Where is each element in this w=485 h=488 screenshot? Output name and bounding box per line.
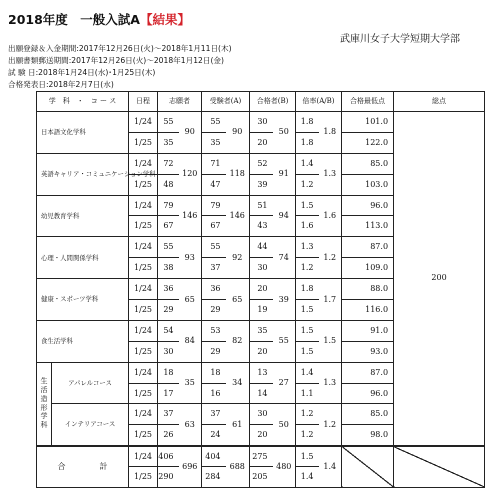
applicants-total: 63 [179, 404, 202, 446]
examinees-value: 79 [202, 195, 226, 216]
passers-value: 205 [250, 467, 273, 488]
min-score-value: 109.0 [342, 258, 394, 279]
ratio-value: 1.1 [296, 383, 319, 404]
examinees-value: 24 [202, 425, 226, 446]
applicants-value: 72 [158, 153, 179, 174]
ratio-value: 1.4 [296, 467, 319, 488]
examinees-total: 65 [226, 279, 250, 321]
applicants-total: 146 [179, 195, 202, 237]
exam-date: 1/24 [129, 320, 158, 341]
exam-date: 1/25 [129, 300, 158, 321]
exam-date: 1/24 [129, 153, 158, 174]
passers-value: 20 [250, 279, 273, 300]
examinees-value: 35 [202, 132, 226, 153]
applicants-value: 38 [158, 258, 179, 279]
ratio-total: 1.2 [319, 237, 342, 279]
passers-value: 30 [250, 404, 273, 425]
applicants-value: 26 [158, 425, 179, 446]
results-table [36, 91, 485, 488]
ratio-value: 1.8 [296, 279, 319, 300]
info-application-period: 出願登録＆入金期間:2017年12月26日(火)～2018年1月11日(木) [8, 44, 232, 53]
min-score-value: 116.0 [342, 300, 394, 321]
applicants-value: 55 [158, 237, 179, 258]
ratio-value: 1.5 [296, 195, 319, 216]
examinees-value: 29 [202, 300, 226, 321]
passers-total: 50 [273, 112, 296, 154]
applicants-value: 48 [158, 174, 179, 195]
min-score-value: 93.0 [342, 341, 394, 362]
department-name: 幼児教育学科 [37, 195, 129, 237]
examinees-total: 146 [226, 195, 250, 237]
min-score-value: 91.0 [342, 320, 394, 341]
examinees-total: 61 [226, 404, 250, 446]
applicants-value: 67 [158, 216, 179, 237]
applicants-value: 18 [158, 362, 179, 383]
min-score-value: 98.0 [342, 425, 394, 446]
passers-value: 35 [250, 320, 273, 341]
passers-total: 27 [273, 362, 296, 404]
table-header-row [37, 92, 485, 112]
applicants-value: 79 [158, 195, 179, 216]
group-label: 生活造形学科 [37, 362, 52, 446]
department-name: 心理・人間関係学科 [37, 237, 129, 279]
min-score-value: 103.0 [342, 174, 394, 195]
applicants-total: 696 [179, 446, 202, 488]
page-title [8, 10, 190, 28]
examinees-value: 55 [202, 237, 226, 258]
header-min-score: 合格最低点 [342, 92, 394, 112]
exam-date: 1/25 [129, 132, 158, 153]
min-score-value: 87.0 [342, 237, 394, 258]
examinees-value: 71 [202, 153, 226, 174]
applicants-value: 290 [158, 467, 179, 488]
applicants-value: 17 [158, 383, 179, 404]
examinees-value: 284 [202, 467, 226, 488]
passers-total: 39 [273, 279, 296, 321]
info-announcement-date: 合格発表日:2018年2月7日(水) [8, 80, 114, 89]
total-label [37, 446, 129, 488]
min-score-value: 96.0 [342, 383, 394, 404]
exam-date: 1/24 [129, 112, 158, 133]
department-name: 健康・スポーツ学科 [37, 279, 129, 321]
passers-value: 43 [250, 216, 273, 237]
exam-date: 1/25 [129, 425, 158, 446]
min-score-empty [342, 446, 394, 488]
header-department: 学 科 ・ コ ー ス [37, 92, 129, 112]
exam-date: 1/24 [129, 404, 158, 425]
examinees-value: 55 [202, 112, 226, 133]
passers-total: 55 [273, 320, 296, 362]
ratio-total: 1.3 [319, 153, 342, 195]
total-score-empty [394, 446, 485, 488]
ratio-value: 1.4 [296, 362, 319, 383]
ratio-value: 1.4 [296, 153, 319, 174]
ratio-total: 1.6 [319, 195, 342, 237]
applicants-value: 30 [158, 341, 179, 362]
total-score-value: 200 [394, 112, 485, 446]
passers-value: 19 [250, 300, 273, 321]
header-passers: 合格者(B) [250, 92, 296, 112]
ratio-total: 1.2 [319, 404, 342, 446]
examinees-value: 37 [202, 258, 226, 279]
ratio-value: 1.5 [296, 446, 319, 467]
examinees-total: 118 [226, 153, 250, 195]
examinees-value: 67 [202, 216, 226, 237]
ratio-total: 1.7 [319, 279, 342, 321]
applicants-total: 35 [179, 362, 202, 404]
total-label-b: 計 [99, 462, 108, 471]
examinees-value: 47 [202, 174, 226, 195]
header-applicants: 志願者 [158, 92, 202, 112]
course-name: アパレルコース [52, 362, 129, 404]
department-name: 日本語文化学科 [37, 112, 129, 154]
ratio-value: 1.5 [296, 320, 319, 341]
ratio-value: 1.2 [296, 174, 319, 195]
exam-date: 1/24 [129, 195, 158, 216]
examinees-value: 29 [202, 341, 226, 362]
ratio-value: 1.8 [296, 132, 319, 153]
exam-date: 1/24 [129, 446, 158, 467]
applicants-value: 54 [158, 320, 179, 341]
passers-value: 51 [250, 195, 273, 216]
department-name: 食生活学科 [37, 320, 129, 362]
examinees-value: 36 [202, 279, 226, 300]
passers-value: 20 [250, 341, 273, 362]
exam-date: 1/24 [129, 237, 158, 258]
ratio-value: 1.6 [296, 216, 319, 237]
exam-date: 1/25 [129, 467, 158, 488]
applicants-value: 35 [158, 132, 179, 153]
header-date: 日程 [129, 92, 158, 112]
table-row [37, 112, 485, 133]
passers-value: 13 [250, 362, 273, 383]
passers-value: 44 [250, 237, 273, 258]
passers-value: 30 [250, 258, 273, 279]
title-main: 2018年度 一般入試A [8, 12, 140, 27]
ratio-total: 1.8 [319, 112, 342, 154]
min-score-value: 85.0 [342, 153, 394, 174]
min-score-value: 88.0 [342, 279, 394, 300]
info-exam-date: 試 験 日:2018年1月24日(水)･1月25日(木) [8, 68, 156, 77]
passers-value: 39 [250, 174, 273, 195]
ratio-total: 1.5 [319, 320, 342, 362]
header-total-score: 総点 [394, 92, 485, 112]
exam-date: 1/25 [129, 383, 158, 404]
passers-value: 20 [250, 132, 273, 153]
total-row [37, 446, 485, 467]
applicants-value: 37 [158, 404, 179, 425]
examinees-value: 53 [202, 320, 226, 341]
passers-value: 20 [250, 425, 273, 446]
passers-total: 94 [273, 195, 296, 237]
exam-date: 1/25 [129, 216, 158, 237]
applicants-total: 90 [179, 112, 202, 154]
ratio-value: 1.8 [296, 112, 319, 133]
exam-date: 1/25 [129, 258, 158, 279]
ratio-total: 1.4 [319, 446, 342, 488]
exam-date: 1/24 [129, 279, 158, 300]
applicants-value: 406 [158, 446, 179, 467]
applicants-value: 55 [158, 112, 179, 133]
ratio-value: 1.5 [296, 300, 319, 321]
applicants-total: 65 [179, 279, 202, 321]
applicants-total: 84 [179, 320, 202, 362]
examinees-value: 18 [202, 362, 226, 383]
applicants-value: 29 [158, 300, 179, 321]
header-examinees: 受験者(A) [202, 92, 250, 112]
ratio-value: 1.2 [296, 425, 319, 446]
exam-date: 1/25 [129, 174, 158, 195]
info-document-period: 出願書類郵送期間:2017年12月26日(火)～2018年1月12日(金) [8, 56, 224, 65]
min-score-value: 122.0 [342, 132, 394, 153]
examinees-total: 34 [226, 362, 250, 404]
examinees-total: 82 [226, 320, 250, 362]
university-name: 武庫川女子大学短期大学部 [340, 34, 460, 45]
ratio-value: 1.3 [296, 237, 319, 258]
applicants-value: 36 [158, 279, 179, 300]
min-score-value: 96.0 [342, 195, 394, 216]
examinees-value: 37 [202, 404, 226, 425]
passers-total: 91 [273, 153, 296, 195]
exam-date: 1/25 [129, 341, 158, 362]
examinees-value: 16 [202, 383, 226, 404]
applicants-total: 93 [179, 237, 202, 279]
min-score-value: 85.0 [342, 404, 394, 425]
passers-value: 30 [250, 112, 273, 133]
min-score-value: 87.0 [342, 362, 394, 383]
min-score-value: 113.0 [342, 216, 394, 237]
total-label-a: 合 [57, 462, 66, 471]
passers-total: 50 [273, 404, 296, 446]
applicants-total: 120 [179, 153, 202, 195]
ratio-value: 1.2 [296, 258, 319, 279]
passers-total: 480 [273, 446, 296, 488]
ratio-total: 1.3 [319, 362, 342, 404]
examinees-value: 404 [202, 446, 226, 467]
ratio-value: 1.5 [296, 341, 319, 362]
min-score-value: 101.0 [342, 112, 394, 133]
ratio-value: 1.2 [296, 404, 319, 425]
course-name: インテリアコース [52, 404, 129, 446]
examinees-total: 90 [226, 112, 250, 154]
passers-total: 74 [273, 237, 296, 279]
title-result: 【結果】 [139, 12, 190, 27]
department-name: 英語キャリア・コミュニケーション学科 [37, 153, 129, 195]
exam-date: 1/24 [129, 362, 158, 383]
passers-value: 14 [250, 383, 273, 404]
examinees-total: 688 [226, 446, 250, 488]
examinees-total: 92 [226, 237, 250, 279]
header-ratio: 倍率(A/B) [296, 92, 342, 112]
passers-value: 275 [250, 446, 273, 467]
passers-value: 52 [250, 153, 273, 174]
